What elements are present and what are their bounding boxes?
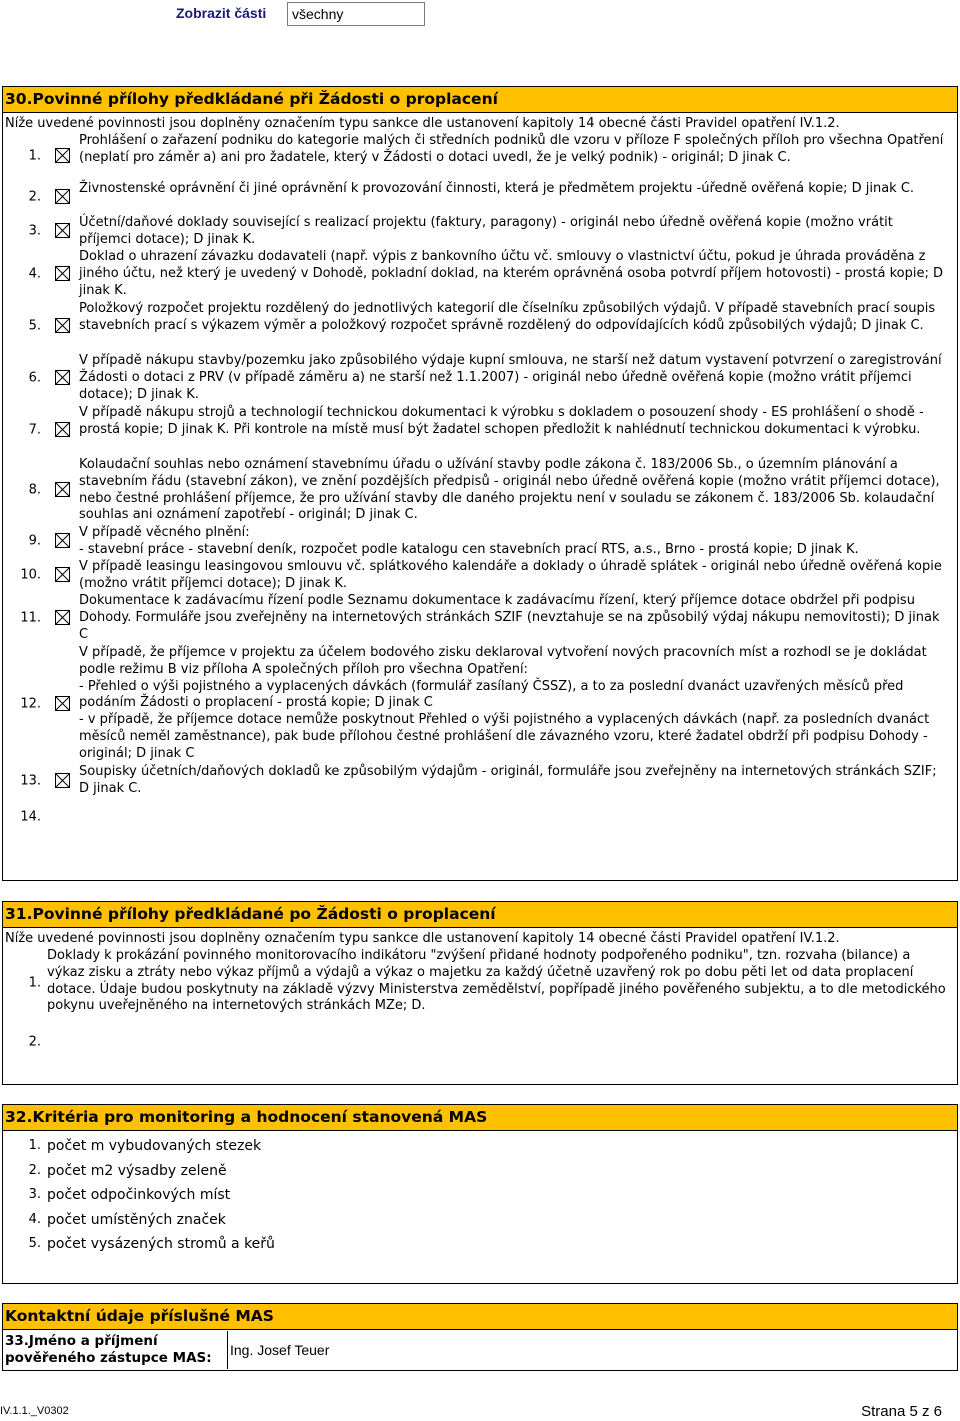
page-footer bbox=[0, 1403, 960, 1421]
contact-value: Ing. Josef Teuer bbox=[227, 1331, 329, 1369]
item-text: Prohlášení o zařazení podniku do kategorie malých či středních podniků dle vzoru v příloze F společných příloh pro všechna Opatření (neplatí pro záměr a) ani pro žadatele, který v Žádosti o dotaci uvedl, že je velký podnik) - originál; D jinak C. bbox=[79, 133, 944, 165]
checked-checkbox-icon[interactable] bbox=[55, 370, 70, 385]
item-number: 5. bbox=[28, 318, 41, 334]
checked-checkbox-icon[interactable] bbox=[55, 266, 70, 281]
item-text: počet umístěných značek bbox=[47, 1211, 226, 1228]
item-number: 2. bbox=[28, 189, 41, 205]
checked-checkbox-icon[interactable] bbox=[55, 773, 70, 788]
criterion-item-5 bbox=[3, 1232, 957, 1257]
item-text: Doklad o uhrazení závazku dodavateli (např. výpis z bankovního účtu vč. smlouvy o vlastnictví účtu, pokud je úhrada prováděna z jiného účtu, než který je uvedený v Dohodě, pokladní doklad, na kterém oprávněná osoba potvrdí příjem hotovosti) - prostá kopie; D jinak K. bbox=[79, 249, 944, 298]
item-text: V případě nákupu stavby/pozemku jako způsobilého výdaje kupní smlouva, ne starší než datum vystavení potvrzení o zaregistrování Žádosti o dotaci z PRV (v případě záměru a) ne starší než 1.1.2007) - originál nebo úředně ověřená kopie (možno vrátit příjemci dotace); D jinak K. bbox=[79, 353, 942, 402]
section-31-list bbox=[3, 948, 957, 1066]
checked-checkbox-icon[interactable] bbox=[55, 696, 70, 711]
item-text bbox=[79, 800, 949, 816]
form-code: IV.1.1._V0302 bbox=[0, 1405, 69, 1417]
item-number: 10. bbox=[20, 567, 41, 583]
item-number: 2. bbox=[28, 1034, 41, 1050]
item-text: Doklady k prokázání povinného monitorovacího indikátoru "zvýšení přidané hodnoty podpořeného podniku", tzn. rozvaha (bilance) a výkaz zisku a ztráty nebo výkaz příjmů a výdajů a výkaz o majetku za každý účetně uzavřený rok po dobu pěti let od data proplacení dotace. Údaje budou poskytnuty na základě výzvy Ministerstva zemědělství, popřípadě jiného pověřeného subjektu, a to dle metodického pokynu uveřejněného na internetových stránkách MZe; D. bbox=[47, 948, 946, 1014]
section-32 bbox=[2, 1104, 958, 1284]
item-text: V případě leasingu leasingovou smlouvu vč. splátkového kalendáře a doklady o úhradě splátek - originál nebo úředně ověřená kopie (možno vrátit příjemci dotace); D jinak K. bbox=[79, 559, 942, 591]
attachment-item-11 bbox=[3, 593, 957, 645]
item-number: 13. bbox=[20, 773, 41, 789]
attachment-item-10 bbox=[3, 559, 957, 593]
attachment-item-8 bbox=[3, 457, 957, 525]
item-number: 4. bbox=[28, 1211, 41, 1227]
checked-checkbox-icon[interactable] bbox=[55, 189, 70, 204]
show-parts-select[interactable]: všechny bbox=[287, 2, 425, 26]
item-text: Soupisky účetních/daňových dokladů ke způsobilým výdajům - originál, formuláře jsou zveřejněny na internetových stránkách SZIF; D jinak C. bbox=[79, 764, 937, 796]
page-number: Strana 5 z 6 bbox=[861, 1403, 942, 1420]
section-30 bbox=[2, 86, 958, 881]
attachment-item-1 bbox=[3, 133, 957, 181]
post-attachment-item-1 bbox=[3, 948, 957, 1020]
section-31-intro: Níže uvedené povinnosti jsou doplněny označením typu sankce dle ustanovení kapitoly 14 obecné části Pravidel opatření IV.1.2. bbox=[5, 931, 840, 946]
checked-checkbox-icon[interactable] bbox=[55, 610, 70, 625]
item-text: počet m2 výsadby zeleně bbox=[47, 1162, 227, 1179]
attachment-item-2 bbox=[3, 181, 957, 215]
item-text: Dokumentace k zadávacímu řízení podle Seznamu dokumentace k zadávacímu řízení, který příjemce dotace obdržel při podpisu Dohody. Formuláře jsou zveřejněny na internetových stránkách SZIF (nevztahuje se na způsobilý výdaj nákupu nemovitosti); D jinak C bbox=[79, 593, 940, 642]
attachment-item-12 bbox=[3, 645, 957, 764]
item-number: 1. bbox=[28, 975, 41, 991]
item-number: 3. bbox=[28, 1187, 41, 1202]
section-30-list bbox=[3, 133, 957, 836]
item-text: počet odpočinkových míst bbox=[47, 1187, 231, 1203]
item-text: Položkový rozpočet projektu rozdělený do jednotlivých kategorií dle číselníku způsobilých výdajů. V případě stavebních prací soupis stavebních prací s výkazem výměr a položkový rozpočet správně rozdělený do odpovídajících kódů způsobilých výdajů; D jinak C. bbox=[79, 301, 936, 333]
attachment-item-9 bbox=[3, 525, 957, 559]
item-number: 1. bbox=[28, 1138, 41, 1153]
attachment-item-6 bbox=[3, 353, 957, 405]
contact-row bbox=[3, 1330, 957, 1370]
top-filter-bar bbox=[0, 0, 960, 30]
checked-checkbox-icon[interactable] bbox=[55, 533, 70, 548]
attachment-item-13 bbox=[3, 764, 957, 800]
checked-checkbox-icon[interactable] bbox=[55, 223, 70, 238]
attachment-item-4 bbox=[3, 249, 957, 301]
item-number: 3. bbox=[28, 223, 41, 239]
attachment-item-7 bbox=[3, 405, 957, 457]
show-parts-label: Zobrazit části bbox=[176, 5, 267, 21]
attachment-item-3 bbox=[3, 215, 957, 249]
item-text: V případě věcného plnění: - stavební práce - stavební deník, rozpočet podle katalogu cen stavebních prací RTS, a.s., Brno - prostá kopie; D jinak K. bbox=[79, 525, 859, 557]
contact-title: Kontaktní údaje příslušné MAS bbox=[3, 1304, 957, 1330]
attachment-item-5 bbox=[3, 301, 957, 353]
item-number: 8. bbox=[28, 482, 41, 498]
item-number: 5. bbox=[28, 1236, 41, 1251]
item-number: 6. bbox=[28, 370, 41, 386]
item-text: Kolaudační souhlas nebo oznámení stavebnímu úřadu o užívání stavby podle zákona č. 183/2006 Sb., o územním plánování a stavebním řádu (stavební zákon), ve znění pozdějších předpisů - originál nebo úředně ověřená kopie (možno vrátit příjemci dotace), nebo čestné prohlášení příjemce, že pro užívání stavby dle daného projektu není v souladu se zákonem č. 183/2006 Sb. kolaudační souhlas ani oznámení zapotřebí - originál; D jinak C. bbox=[79, 457, 940, 523]
checked-checkbox-icon[interactable] bbox=[55, 318, 70, 333]
criterion-item-2 bbox=[3, 1159, 957, 1184]
criterion-item-1 bbox=[3, 1134, 957, 1159]
section-31 bbox=[2, 901, 958, 1085]
item-text: V případě, že příjemce v projektu za účelem bodového zisku deklaroval vytvoření nových pracovních míst a rozhodl se je dokládat podle režimu B viz příloha A společných příloh pro všechna Opatření: - Přehled o výši pojistného a vyplacených dávkách (formulář zasílaný ČSSZ), a to za poslední dvanáct uzavřených měsíců před podáním Žádosti o proplacení - prostá kopie; D jinak C - v případě, že příjemce dotace nemůže poskytnout Přehled o výši pojistného a vyplacených dávkách (např. za posledních dvanáct měsíců neměl zaměstnance), pak bude přílohou čestné prohlášení dle závazného vzoru, které žadatel obdrží při podpisu Dohody - originál; D jinak C bbox=[79, 645, 930, 761]
item-number: 12. bbox=[20, 696, 41, 712]
checked-checkbox-icon[interactable] bbox=[55, 567, 70, 582]
item-text: Živnostenské oprávnění či jiné oprávnění k provozování činnosti, která je předmětem projektu -úředně ověřená kopie; D jinak C. bbox=[79, 181, 915, 196]
criterion-item-3 bbox=[3, 1183, 957, 1208]
section-30-title: 30.Povinné přílohy předkládané při Žádosti o proplacení bbox=[3, 87, 957, 113]
checked-checkbox-icon[interactable] bbox=[55, 148, 70, 163]
contact-section bbox=[2, 1303, 958, 1371]
post-attachment-item-2 bbox=[3, 1020, 957, 1066]
item-text: počet vysázených stromů a keřů bbox=[47, 1236, 275, 1252]
item-text: V případě nákupu strojů a technologií technickou dokumentaci k výrobku s dokladem o posouzení shody - ES prohlášení o shodě - prostá kopie; D jinak K. Při kontrole na místě musí být žadatel schopen předložit k nahlédnutí technickou dokumentaci k výrobku. bbox=[79, 405, 924, 437]
checked-checkbox-icon[interactable] bbox=[55, 482, 70, 497]
section-31-title: 31.Povinné přílohy předkládané po Žádosti o proplacení bbox=[3, 902, 957, 928]
criterion-item-4 bbox=[3, 1208, 957, 1233]
item-text: Účetní/daňové doklady související s realizací projektu (faktury, paragony) - originál nebo úředně ověřená kopie (možno vrátit příjemci dotace); D jinak K. bbox=[79, 215, 893, 247]
attachment-item-14 bbox=[3, 800, 957, 836]
section-32-title: 32.Kritéria pro monitoring a hodnocení stanovená MAS bbox=[3, 1105, 957, 1131]
item-text bbox=[47, 1020, 949, 1036]
item-number: 14. bbox=[20, 809, 41, 825]
item-number: 1. bbox=[28, 148, 41, 164]
checked-checkbox-icon[interactable] bbox=[55, 422, 70, 437]
item-text: počet m vybudovaných stezek bbox=[47, 1138, 262, 1154]
item-number: 9. bbox=[28, 533, 41, 549]
item-number: 11. bbox=[20, 610, 41, 626]
contact-label: 33.Jméno a příjmení pověřeného zástupce MAS: bbox=[5, 1333, 212, 1366]
item-number: 4. bbox=[28, 266, 41, 282]
section-32-list bbox=[3, 1131, 957, 1257]
section-30-intro: Níže uvedené povinnosti jsou doplněny označením typu sankce dle ustanovení kapitoly 14 obecné části Pravidel opatření IV.1.2. bbox=[5, 116, 840, 131]
item-number: 7. bbox=[28, 422, 41, 438]
item-number: 2. bbox=[28, 1162, 41, 1178]
